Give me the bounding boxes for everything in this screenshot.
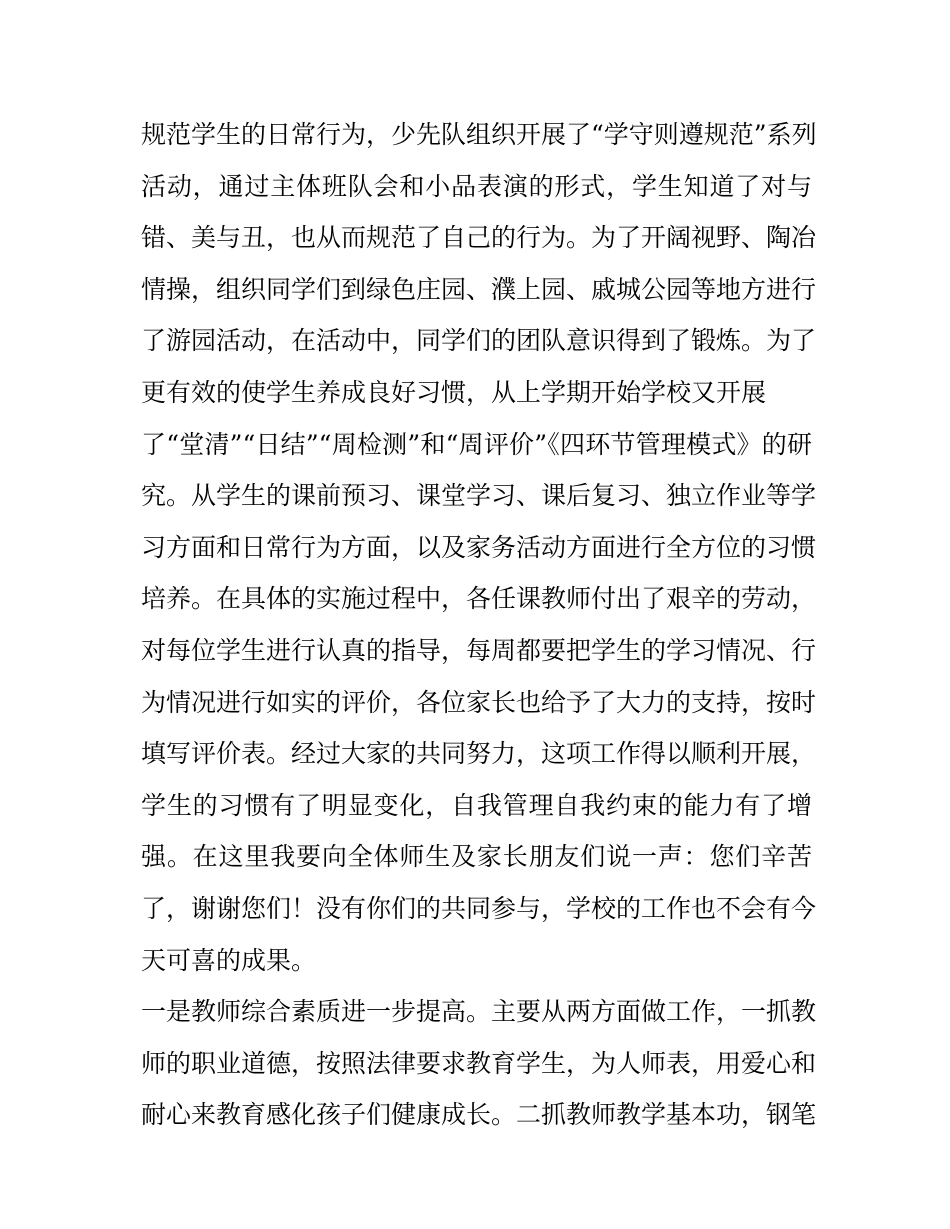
- text-line: 对每位学生进行认真的指导，每周都要把学生的学习情况、行: [141, 635, 817, 665]
- text-line: 一是教师综合素质进一步提高。主要从两方面做工作，一抓教: [141, 997, 817, 1027]
- text-line: 培养。在具体的实施过程中，各任课教师付出了艰辛的劳动，: [141, 584, 817, 614]
- text-line: 情操，组织同学们到绿色庄园、濮上园、戚城公园等地方进行: [141, 274, 817, 304]
- text-line: 师的职业道德，按照法律要求教育学生，为人师表，用爱心和: [141, 1048, 817, 1078]
- text-line: 为情况进行如实的评价，各位家长也给予了大力的支持，按时: [141, 687, 817, 717]
- text-line: 究。从学生的课前预习、课堂学习、课后复习、独立作业等学: [141, 481, 817, 511]
- text-line: 耐心来教育感化孩子们健康成长。二抓教师教学基本功，钢笔: [141, 1100, 817, 1130]
- text-line: 活动，通过主体班队会和小品表演的形式，学生知道了对与: [141, 171, 812, 201]
- text-line: 错、美与丑，也从而规范了自己的行为。为了开阔视野、陶冶: [141, 223, 817, 253]
- text-line: 习方面和日常行为方面，以及家务活动方面进行全方位的习惯: [141, 532, 817, 562]
- text-line: 学生的习惯有了明显变化，自我管理自我约束的能力有了增: [141, 790, 812, 820]
- text-line: 强。在这里我要向全体师生及家长朋友们说一声：您们辛苦: [141, 842, 812, 872]
- text-line: 了，谢谢您们！没有你们的共同参与，学校的工作也不会有今: [141, 893, 817, 923]
- text-line: 更有效的使学生养成良好习惯，从上学期开始学校又开展: [141, 377, 767, 407]
- text-line: 了“堂清”“日结”“周检测”和“周评价”《四环节管理模式》的研: [141, 429, 812, 459]
- text-line: 填写评价表。经过大家的共同努力，这项工作得以顺利开展，: [141, 739, 817, 769]
- text-line: 天可喜的成果。: [141, 945, 317, 975]
- body-text: [141, 109, 821, 1141]
- text-line: 规范学生的日常行为，少先队组织开展了“学守则遵规范”系列: [141, 120, 817, 149]
- text-line: 了游园活动，在活动中，同学们的团队意识得到了锻炼。为了: [141, 326, 817, 356]
